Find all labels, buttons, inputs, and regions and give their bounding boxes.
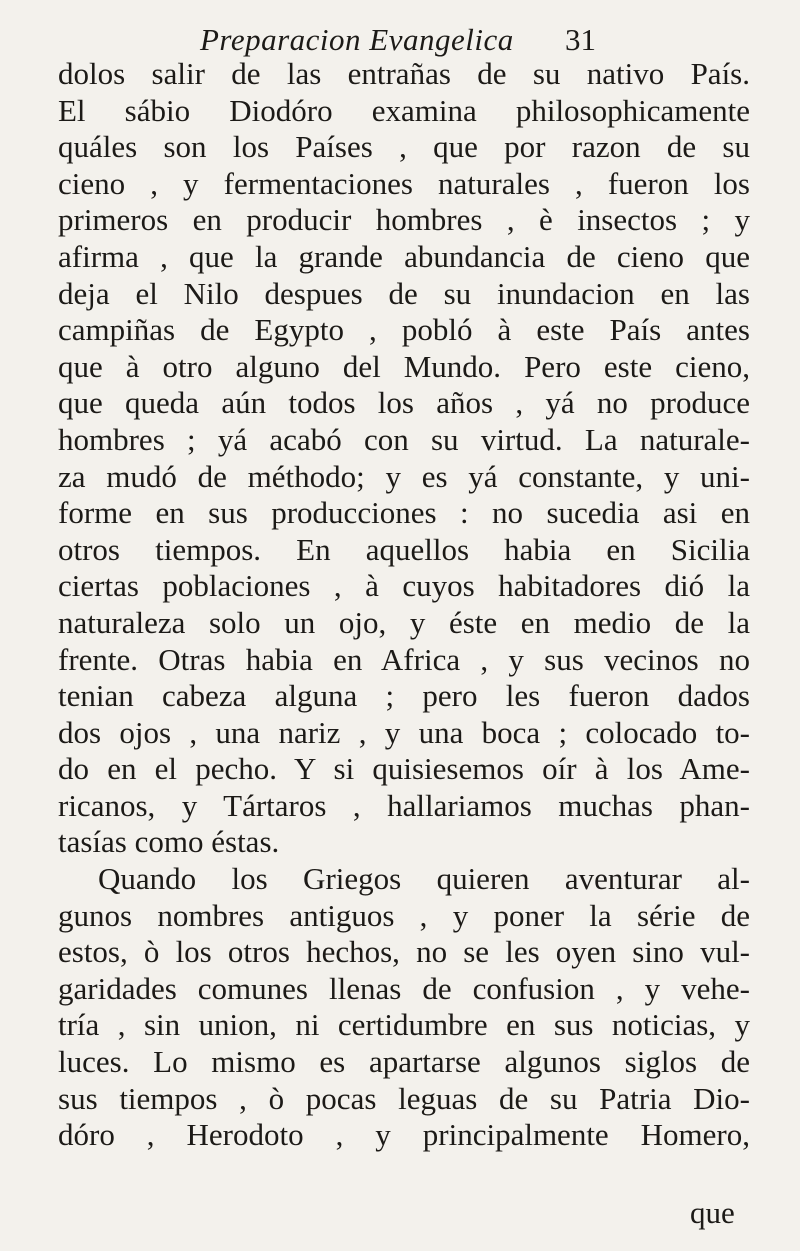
- body-text: [58, 56, 750, 1154]
- text-line: afirma , que la grande abundancia de cieno que: [58, 238, 750, 274]
- text-line: dos ojos , una nariz , y una boca ; colocado to-: [58, 714, 750, 750]
- text-line: garidades comunes llenas de confusion , y vehe-: [58, 970, 750, 1006]
- text-line: estos, ò los otros hechos, no se les oyen sino vul-: [58, 934, 750, 970]
- text-line: gunos nombres antiguos , y poner la série de: [58, 897, 750, 933]
- text-line: tría , sin union, ni certidumbre en sus noticias, y: [58, 1007, 750, 1043]
- text-line: za mudó de méthodo; y es yá constante, y uni-: [58, 458, 750, 494]
- text-line: primeros en producir hombres , è insectos ; y: [58, 202, 750, 238]
- text-line: ciertas poblaciones , à cuyos habitadores dió la: [58, 568, 750, 604]
- text-line: campiñas de Egypto , pobló à este País antes: [58, 312, 750, 348]
- text-line: luces. Lo mismo es apartarse algunos siglos de: [58, 1044, 750, 1080]
- text-line: hombres ; yá acabó con su virtud. La naturale-: [58, 421, 750, 457]
- text-line: Quando los Griegos quieren aventurar al-: [98, 861, 750, 897]
- text-line: sus tiempos , ò pocas leguas de su Patria Dio-: [58, 1080, 750, 1116]
- text-line: quáles son los Países , que por razon de su: [58, 129, 750, 165]
- text-line: tenian cabeza alguna ; pero les fueron dados: [58, 678, 750, 714]
- catchword: que: [690, 1195, 735, 1230]
- text-line: dolos salir de las entrañas de su nativo País.: [58, 56, 750, 91]
- text-line: otros tiempos. En aquellos habia en Sicilia: [58, 531, 750, 567]
- text-line: cieno , y fermentaciones naturales , fueron los: [58, 165, 750, 201]
- text-line: frente. Otras habia en Africa , y sus vecinos no: [58, 641, 750, 677]
- text-line: forme en sus producciones : no sucedia asi en: [58, 495, 750, 531]
- text-line: que queda aún todos los años , yá no produce: [58, 385, 750, 421]
- text-line: naturaleza solo un ojo, y éste en medio de la: [58, 604, 750, 640]
- page-number: 31: [565, 22, 596, 57]
- running-title: Preparacion Evangelica: [200, 22, 514, 57]
- text-line: El sábio Diodóro examina philosophicamente: [58, 92, 750, 128]
- text-line: ricanos, y Tártaros , hallariamos muchas phan-: [58, 787, 750, 823]
- text-line: que à otro alguno del Mundo. Pero este cieno,: [58, 348, 750, 384]
- text-line: do en el pecho. Y si quisiesemos oír à los Ame-: [58, 751, 750, 787]
- text-line: tasías como éstas.: [58, 824, 280, 860]
- text-line: deja el Nilo despues de su inundacion en las: [58, 275, 750, 311]
- text-line: dóro , Herodoto , y principalmente Homero,: [58, 1117, 750, 1153]
